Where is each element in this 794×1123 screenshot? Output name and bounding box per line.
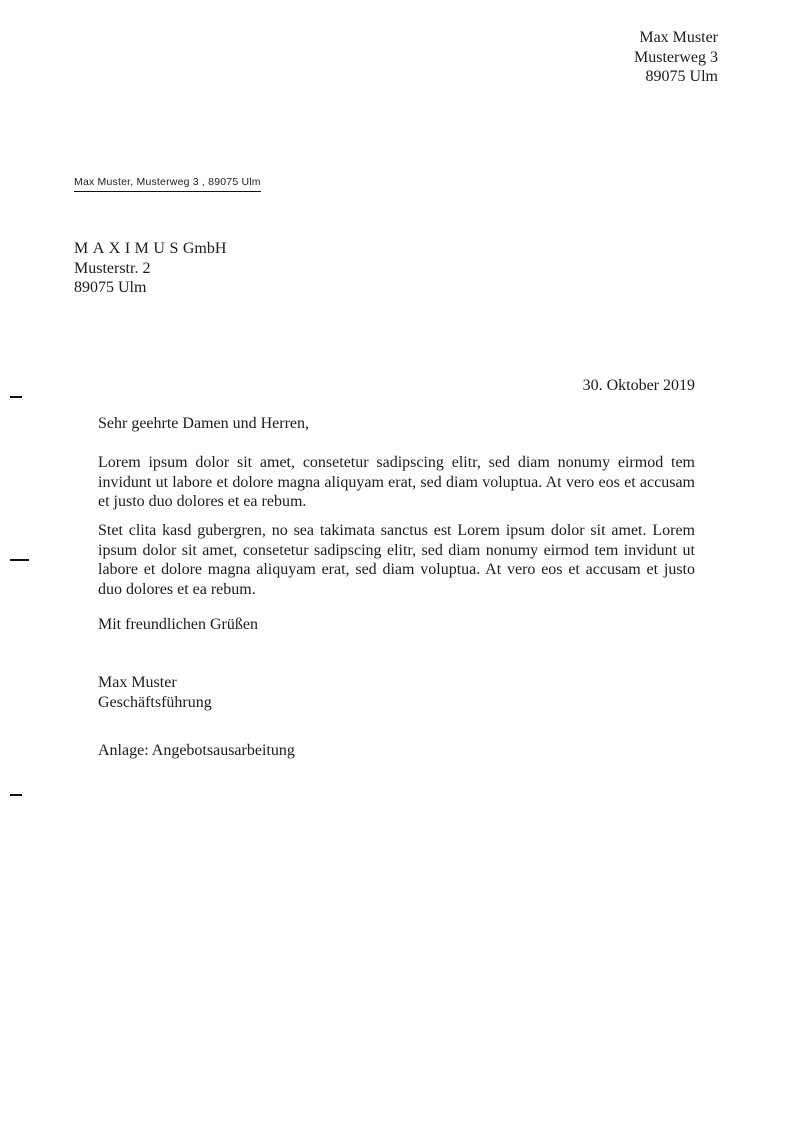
fold-mark-middle: [10, 559, 29, 561]
closing-phrase: Mit freundlichen Grüßen: [98, 616, 258, 633]
fold-mark-bottom: [10, 794, 22, 796]
recipient-name-suffix: GmbH: [182, 240, 227, 257]
sender-address-block: [634, 28, 718, 87]
fold-mark-top: [10, 396, 22, 398]
enclosure-note: Anlage: Angebotsausarbeitung: [98, 742, 295, 759]
recipient-name: [74, 239, 226, 259]
recipient-name-main: MAXIMUS: [74, 240, 183, 257]
recipient-address-block: [74, 239, 226, 298]
signature-block: [98, 673, 695, 712]
sender-city: 89075 Ulm: [645, 68, 718, 85]
signature-role: Geschäftsführung: [98, 693, 212, 711]
recipient-street: Musterstr. 2: [74, 259, 151, 277]
signature-name: Max Muster: [98, 674, 177, 691]
recipient-city: 89075 Ulm: [74, 279, 147, 296]
date-line: 30. Oktober 2019: [582, 377, 695, 394]
sender-name: Max Muster: [639, 29, 718, 46]
body-paragraph-1: Lorem ipsum dolor sit amet, consetetur sadipscing elitr, sed diam nonumy eirmod tem invidunt ut labore et dolore magna aliquyam erat, sed diam voluptua. At vero eos et accusam et justo duo dolores et ea rebum.: [98, 454, 695, 510]
salutation: Sehr geehrte Damen und Herren,: [98, 415, 310, 432]
return-address-line: Max Muster, Musterweg 3 , 89075 Ulm: [74, 176, 261, 192]
sender-street: Musterweg 3: [634, 48, 718, 66]
body-paragraph-2: Stet clita kasd gubergren, no sea takimata sanctus est Lorem ipsum dolor sit amet. Lorem ipsum dolor sit amet, consetetur sadipscing elitr, sed diam nonumy eirmod tem invidunt ut labore et dolore magna aliquyam erat, sed diam voluptua. At vero eos et accusam et justo duo dolores et ea rebum.: [98, 522, 695, 598]
